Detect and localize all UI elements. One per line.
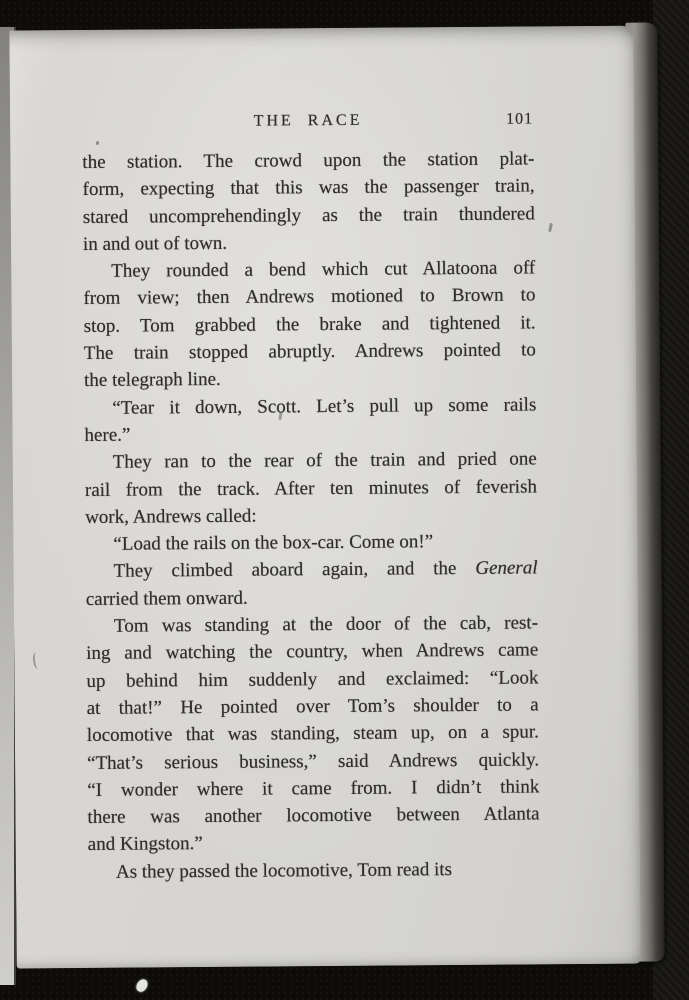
text-segment: ing and watching the country, when Andrews came [86,639,539,665]
text-line [86,664,538,695]
text-segment: As they passed the locomotive, Tom read its [115,858,453,883]
text-line [87,746,539,777]
text-line [83,227,535,258]
text-segment: form, expecting that this was the passenger train, [82,175,535,201]
paragraph [85,528,537,559]
text-line [82,145,534,176]
text-line [87,773,539,804]
text-segment: They rounded a bend which cut Allatoona off [111,257,536,282]
text-segment: in and out of town. [82,232,228,255]
text-segment: locomotive that was standing, steam up, on a spur. [86,721,539,747]
text-line [84,309,536,340]
text-segment: stared uncomprehendingly as the train thundered [82,203,535,228]
text-line [85,446,537,477]
text-segment: Tom was standing at the door of the cab, rest- [113,612,539,637]
text-line [82,173,534,204]
text-line [87,801,539,832]
text-segment: at that!” He pointed over Tom’s shoulder to a [86,694,539,719]
text-segment: from view; then Andrews motioned to Brown to [83,284,536,310]
text-line [86,637,538,668]
text-segment: “Load the rails on the box-car. Come on!” [113,531,434,555]
text-line [83,282,535,313]
paragraph [82,145,535,258]
book-block [9,19,664,972]
body-text [82,145,540,886]
text-line [85,500,537,531]
text-segment: here.” [84,424,131,446]
text-line [84,391,536,422]
text-segment: “I wonder where it came from. I didn’t think [87,776,540,801]
text-segment: carried them onward. [85,587,248,610]
text-segment: work, Andrews called: [85,505,257,528]
page-number: 101 [505,110,534,128]
book-page [9,26,640,969]
paragraph [83,255,536,395]
text-line [86,609,538,640]
text-line [87,719,539,750]
text-segment: up behind him suddenly and exclaimed: “Look [86,667,539,692]
text-line [84,337,536,368]
text-segment: “That’s serious business,” said Andrews quickly. [87,748,540,774]
text-segment: The train stopped abruptly. Andrews pointed to [83,339,536,365]
paragraph [84,391,536,449]
text-segment: there was another locomotive between Atlanta [87,803,540,829]
text-segment: They climbed aboard again, and the [113,558,476,583]
text-segment: They ran to the rear of the train and pried one [112,448,537,474]
text-segment: and Kingston.” [87,833,203,856]
white-speck [135,978,149,994]
text-line [84,418,536,449]
text-segment: the station. The crowd upon the station plat- [82,148,535,173]
page-header [82,110,534,141]
text-line [87,691,539,722]
text-line [88,828,540,859]
text-line [85,555,537,586]
text-segment: rail from the track. After ten minutes of feverish [84,475,538,501]
text-line [88,855,540,886]
text-segment: the telegraph line. [84,369,221,392]
paragraph [86,609,540,858]
italic-text: General [475,557,538,580]
paragraph [85,446,538,531]
text-line [83,200,535,231]
running-title: THE RACE [253,111,363,130]
paragraph [88,855,540,886]
page-content [82,110,540,886]
text-line [85,528,537,559]
text-line [86,582,538,613]
text-line [84,364,536,395]
paragraph [85,555,537,613]
text-line [85,473,537,504]
text-segment: stop. Tom grabbed the brake and tightened it. [83,312,536,337]
text-segment: “Tear it down, Scott. Let’s pull up some rails [112,394,537,419]
text-line [83,255,535,286]
